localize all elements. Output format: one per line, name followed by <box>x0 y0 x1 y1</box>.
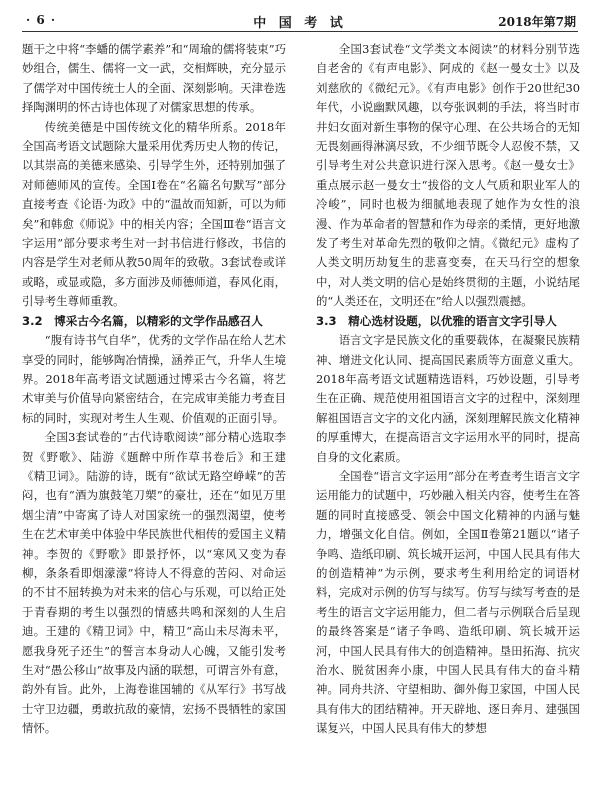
paragraph: 全国3套试卷的“古代诗歌阅读”部分精心选取李贺《野歌》、陆游《题醉中所作草书卷后》和王建《精卫词》。陆游的诗，既有“欲试无路空峥嵘”的苦闷，也有“酒为旗鼓笔刀槊”的豪壮，还在“如见万里烟尘清”中寄寓了诗人对国家统一的强烈渴望，使考生在艺术审美中体验中华民族世代相传的爱国主义精神。李贺的《野歌》即景抒怀，以“寒风又变为春柳，条条看即烟濛濛”将诗人不得意的苦闷、对命运的不甘不屈转换为对未来的信心与乐观，可以给正处于青春期的考生以强烈的情感共鸣和深刻的人生启迪。王建的《精卫词》中，精卫“高山未尽海未平，愿我身死子还生”的誓言本身动人心魄，又能引发考生对“愚公移山”故事及内涵的联想，可谓言外有意，韵外有旨。此外，上海卷谁国辅的《从军行》书写战士守卫边疆，勇敢抗敌的豪情，宏扬不畏牺牲的家国情怀。 <box>22 430 286 736</box>
paragraph: 题干之中将“李蟠的儒学素养”和“周瑜的儒将装束”巧妙组合，儒生、儒将一文一武，交相辉映，充分显示了儒学对中国传统士人的全面、深刻影响。天津卷选择陶渊明的怀古诗也体现了对儒家思想的传承。 <box>22 42 286 115</box>
left-column <box>22 40 286 739</box>
page-header <box>22 10 578 32</box>
issue-number: 2018年第7期 <box>498 15 576 29</box>
paragraph: 全国3套试卷“文学类文本阅读”的材料分别节选自老舍的《有声电影》、阿成的《赵一曼女士》以及刘慈欣的《微纪元》。《有声电影》创作于20世纪30年代，小说幽默风趣，以夸张讽刺的手法，将当时市井妇女面对新生事物的保守心理、在公共场合的无知无畏刻画得淋漓尽致，不少细节既令人忍俊不禁，又引导考生对公共意识进行深入思考。《赵一曼女士》重点展示赵一曼女士“拔俗的文人气质和职业军人的冷峻”，同时也极为细腻地表现了她作为女性的浪漫、作为革命者的智慧和作为母亲的柔情，更好地激发了考生对革命先烈的敬仰之情。《微纪元》虚构了人类文明历劫复生的悲喜变奏，在天马行空的想象中，对人类文明的信心是始终贯彻的主题，小说结尾的“人类还在，文明还在”给人以强烈震撼。 <box>316 42 580 309</box>
paragraph: 传统美德是中国传统文化的精华所系。2018年全国高考语文试题除大量采用优秀历史人物的传记，以其崇高的美德来感染、引导学生外，还特别加强了对师德师风的宣传。全国Ⅰ卷在“名篇名句默写”部分直接考查《论语·为政》中的“温故而知新，可以为师矣”和韩愈《师说》中的相关内容；全国Ⅲ卷“语言文字运用”部分要求考生对一封书信进行修改，书信的内容是学生对老师从教50周年的致敬。3套试卷或详或略，或显或隐，多方面涉及师德师道，春风化雨，引导考生尊师重教。 <box>22 119 286 309</box>
paragraph: 语言文字是民族文化的重要载体，在凝聚民族精神、增进文化认同、提高国民素质等方面意义重大。2018年高考语文试题精选语料，巧妙设题，引导考生在正确、规范使用祖国语言文字的过程中，深刻理解祖国语言文字的文化内涵，深刻理解民族文化精神的厚重博大，在提高语言文字运用水平的同时，提高自身的文化素质。 <box>316 333 580 464</box>
right-column <box>316 40 580 739</box>
section-heading-3-3: 3.3 精心选材设题，以优雅的语言文字引导人 <box>316 313 557 328</box>
journal-title: 中 国 考 试 <box>253 16 347 31</box>
section-heading-3-2: 3.2 博采古今名篇，以精彩的文学作品感召人 <box>22 313 263 328</box>
page-number: · 6 · <box>26 13 57 27</box>
paragraph: 全国卷“语言文字运用”部分在考查考生语言文字运用能力的试题中，巧妙融入相关内容，使考生在答题的同时直接感受、领会中国文化精神的内涵与魅力，增强文化自信。例如，全国Ⅱ卷第21题以“诸子争鸣、造纸印刷、筑长城开运河，中国人民具有伟大的创造精神”为示例，要求考生利用给定的词语材料，完成对示例的仿写与续写。仿写与续写考查的是考生的语言文字运用能力，但二者与示例联合后呈现的最终答案是“诸子争鸣、造纸印刷、筑长城开运河，中国人民具有伟大的创造精神。垦田拓海、抗灾治水、脱贫困奔小康，中国人民具有伟大的奋斗精神。同舟共济、守望相助、御外侮卫家国，中国人民具有伟大的团结精神。开天辟地、逐日奔月、建强国谋复兴，中国人民具有伟大的梦想 <box>316 468 580 736</box>
paragraph: “腹有诗书气自华”，优秀的文学作品在给人艺术享受的同时，能够陶冶情操，涵养正气，升华人生境界。2018年高考语文试题通过博采古今名篇，将艺术审美与价值导向紧密结合，在完成审美能力考查目标的同时，实现对考生人生观、价值观的正面引导。 <box>22 333 286 425</box>
